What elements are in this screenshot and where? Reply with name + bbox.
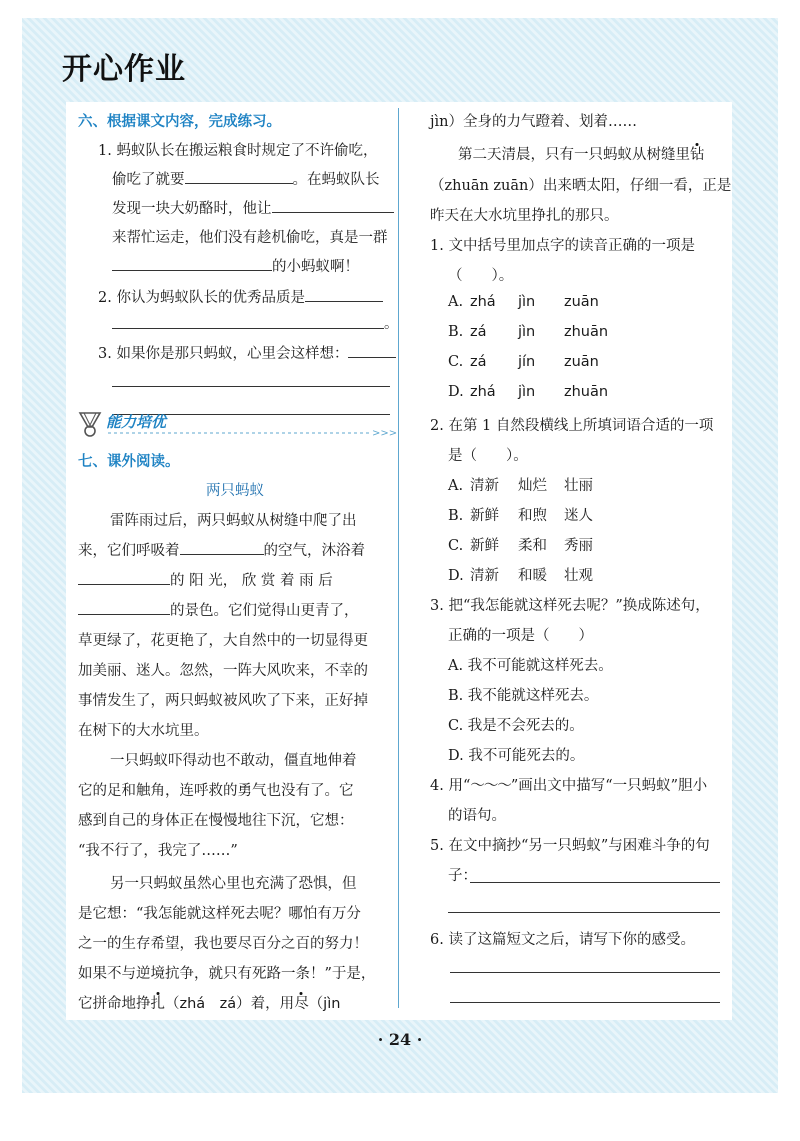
option-key: A.	[448, 294, 464, 310]
option-value: zhuān	[564, 324, 609, 340]
option-value: zhá	[470, 384, 496, 400]
option-value: jìn	[518, 294, 536, 310]
option-value: jìn	[518, 324, 536, 340]
option-key: D.	[448, 568, 464, 584]
badge-label: 能力培优	[106, 413, 167, 431]
option-value: 柔和	[518, 538, 547, 554]
rq5-line2: 子：	[448, 868, 477, 884]
wavy-line-icon: ～～～	[470, 778, 511, 794]
option-row[interactable]: D. 我不可能死去的。	[448, 748, 585, 764]
q1-line3: 发现一块大奶酪时，他让	[112, 197, 394, 218]
q3-line1: 3. 如果你是那只蚂蚁，心里会这样想：	[98, 342, 396, 363]
option-value: 和暖	[518, 568, 547, 584]
ability-badge	[74, 405, 398, 441]
q1-line4: 来帮忙运走，他们没有趁机偷吃，真是一群	[112, 230, 388, 246]
option-value: 清新	[470, 478, 499, 494]
p1-line5: 草更绿了，花更艳了，大自然中的一切显得更	[78, 633, 368, 649]
answer-blank[interactable]	[78, 600, 170, 615]
option-value: 新鲜	[470, 508, 499, 524]
option-key: C.	[448, 538, 464, 554]
q2-line1: 2. 你认为蚂蚁队长的优秀品质是	[98, 286, 383, 307]
rq4-line2: 的语句。	[448, 808, 506, 824]
q1-line2: 偷吃了就要 。在蚂蚁队长	[112, 168, 380, 189]
option-value: 和煦	[518, 508, 547, 524]
p1-line6: 加美丽、迷人。忽然，一阵大风吹来，不幸的	[78, 663, 368, 679]
p3-line5: 它拼命地挣扎（zhá zá）着，用尽（jìn	[78, 996, 341, 1012]
rq4-line1: 4. 用“～～～”画出文中描写“一只蚂蚁”胆小	[430, 778, 708, 794]
option-value: zuān	[564, 354, 599, 370]
p3-line1: 另一只蚂蚁虽然心里也充满了恐惧，但	[110, 876, 357, 892]
p2-line2: 它的足和触角，连呼救的勇气也没有了。它	[78, 783, 354, 799]
answer-line[interactable]	[470, 882, 720, 883]
p3-continued: jìn）全身的力气蹬着、划着……	[430, 114, 637, 130]
p1-line4: 的景色。它们觉得山更青了，	[78, 599, 359, 620]
p2-line4: “我不行了，我完了……”	[78, 843, 238, 859]
answer-blank[interactable]	[112, 256, 272, 271]
option-row[interactable]	[448, 384, 624, 400]
option-value: zá	[470, 324, 487, 340]
answer-blank[interactable]	[180, 540, 264, 555]
p2-line3: 感到自己的身体正在慢慢地往下沉，它想：	[78, 813, 354, 829]
option-row[interactable]: A. 我不可能就这样死去。	[448, 658, 613, 674]
q1-line1: 1. 蚂蚁队长在搬运粮食时规定了不许偷吃，	[98, 143, 378, 159]
option-row[interactable]	[448, 534, 624, 555]
option-key: A.	[448, 478, 464, 494]
p4-line2: （zhuān zuān）出来晒太阳，仔细一看，正是	[430, 178, 732, 194]
p4-line3: 昨天在大水坑里挣扎的那只。	[430, 208, 619, 224]
page-number: · 24 ·	[377, 1030, 423, 1049]
option-value: 灿烂	[518, 478, 547, 494]
option-key: B.	[448, 324, 464, 340]
p2-line1: 一只蚂蚁吓得动也不敢动，僵直地伸着	[110, 753, 357, 769]
answer-blank[interactable]	[305, 287, 383, 302]
rq6-line1: 6. 读了这篇短文之后，请写下你的感受。	[430, 932, 695, 948]
answer-blank[interactable]	[348, 343, 396, 358]
answer-line[interactable]	[448, 912, 720, 913]
option-value: zá	[470, 354, 487, 370]
section6-title: 六、根据课文内容，完成练习。	[78, 114, 281, 130]
option-value: zhá	[470, 294, 496, 310]
p1-line1: 雷阵雨过后，两只蚂蚁从树缝中爬了出	[110, 513, 357, 529]
option-row[interactable]: B. 我不能就这样死去。	[448, 688, 599, 704]
option-value: 清新	[470, 568, 499, 584]
option-row[interactable]: C. 我是不会死去的。	[448, 718, 584, 734]
option-value: jín	[518, 354, 536, 370]
rq2-line1: 2. 在第 1 自然段横线上所填词语合适的一项	[430, 418, 714, 434]
rq3-line2: 正确的一项是（ ）	[448, 628, 593, 644]
option-value: zuān	[564, 294, 599, 310]
answer-line[interactable]	[450, 972, 720, 973]
option-row[interactable]	[448, 294, 624, 310]
option-value: 新鲜	[470, 538, 499, 554]
answer-blank[interactable]	[272, 198, 394, 213]
option-row[interactable]	[448, 504, 624, 525]
p1-line8: 在树下的大水坑里。	[78, 723, 209, 739]
svg-text:>>>: >>>	[372, 428, 398, 439]
answer-blank[interactable]	[185, 169, 293, 184]
rq3-line1: 3. 把“我怎能就这样死去呢？”换成陈述句，	[430, 598, 710, 614]
rq1-line1: 1. 文中括号里加点字的读音正确的一项是	[430, 238, 695, 254]
rq1-line2: （ ）。	[448, 268, 514, 284]
option-row[interactable]	[448, 324, 624, 340]
p1-line3: 的 阳 光， 欣 赏 着 雨 后	[78, 569, 333, 590]
answer-blank[interactable]	[78, 570, 170, 585]
column-divider	[398, 108, 399, 1008]
p4-line1: 第二天清晨，只有一只蚂蚁从树缝里钻	[458, 147, 705, 163]
option-row[interactable]	[448, 354, 624, 370]
rq2-line2: 是（ ）。	[448, 448, 528, 464]
option-value: 壮丽	[564, 478, 593, 494]
p3-line3: 之一的生存希望，我也要尽百分之百的努力！	[78, 936, 368, 952]
option-key: B.	[448, 508, 464, 524]
option-value: 秀丽	[564, 538, 593, 554]
page-header-title: 开心作业	[62, 52, 186, 87]
answer-line[interactable]	[450, 1002, 720, 1003]
option-row[interactable]	[448, 474, 624, 495]
p3-line4: 如果不与逆境抗争，就只有死路一条！”于是，	[78, 966, 376, 982]
p1-line2: 来，它们呼吸着 的空气，沐浴着	[78, 539, 365, 560]
rq5-line1: 5. 在文中摘抄“另一只蚂蚁”与困难斗争的句	[430, 838, 710, 854]
q1-line5: 的小蚂蚁啊！	[112, 255, 359, 276]
answer-line[interactable]	[112, 328, 384, 329]
answer-line[interactable]	[112, 386, 390, 387]
option-key: C.	[448, 354, 464, 370]
section7-title: 七、课外阅读。	[78, 454, 180, 470]
option-value: zhuān	[564, 384, 609, 400]
option-key: D.	[448, 384, 464, 400]
p1-line7: 事情发生了，两只蚂蚁被风吹了下来，正好掉	[78, 693, 368, 709]
p3-line2: 是它想：“我怎能就这样死去呢？哪怕有万分	[78, 906, 361, 922]
story-title: 两只蚂蚁	[206, 483, 264, 499]
option-row[interactable]	[448, 564, 624, 585]
option-value: jìn	[518, 384, 536, 400]
option-value: 迷人	[564, 508, 593, 524]
q2-end: 。	[384, 316, 399, 332]
option-value: 壮观	[564, 568, 593, 584]
